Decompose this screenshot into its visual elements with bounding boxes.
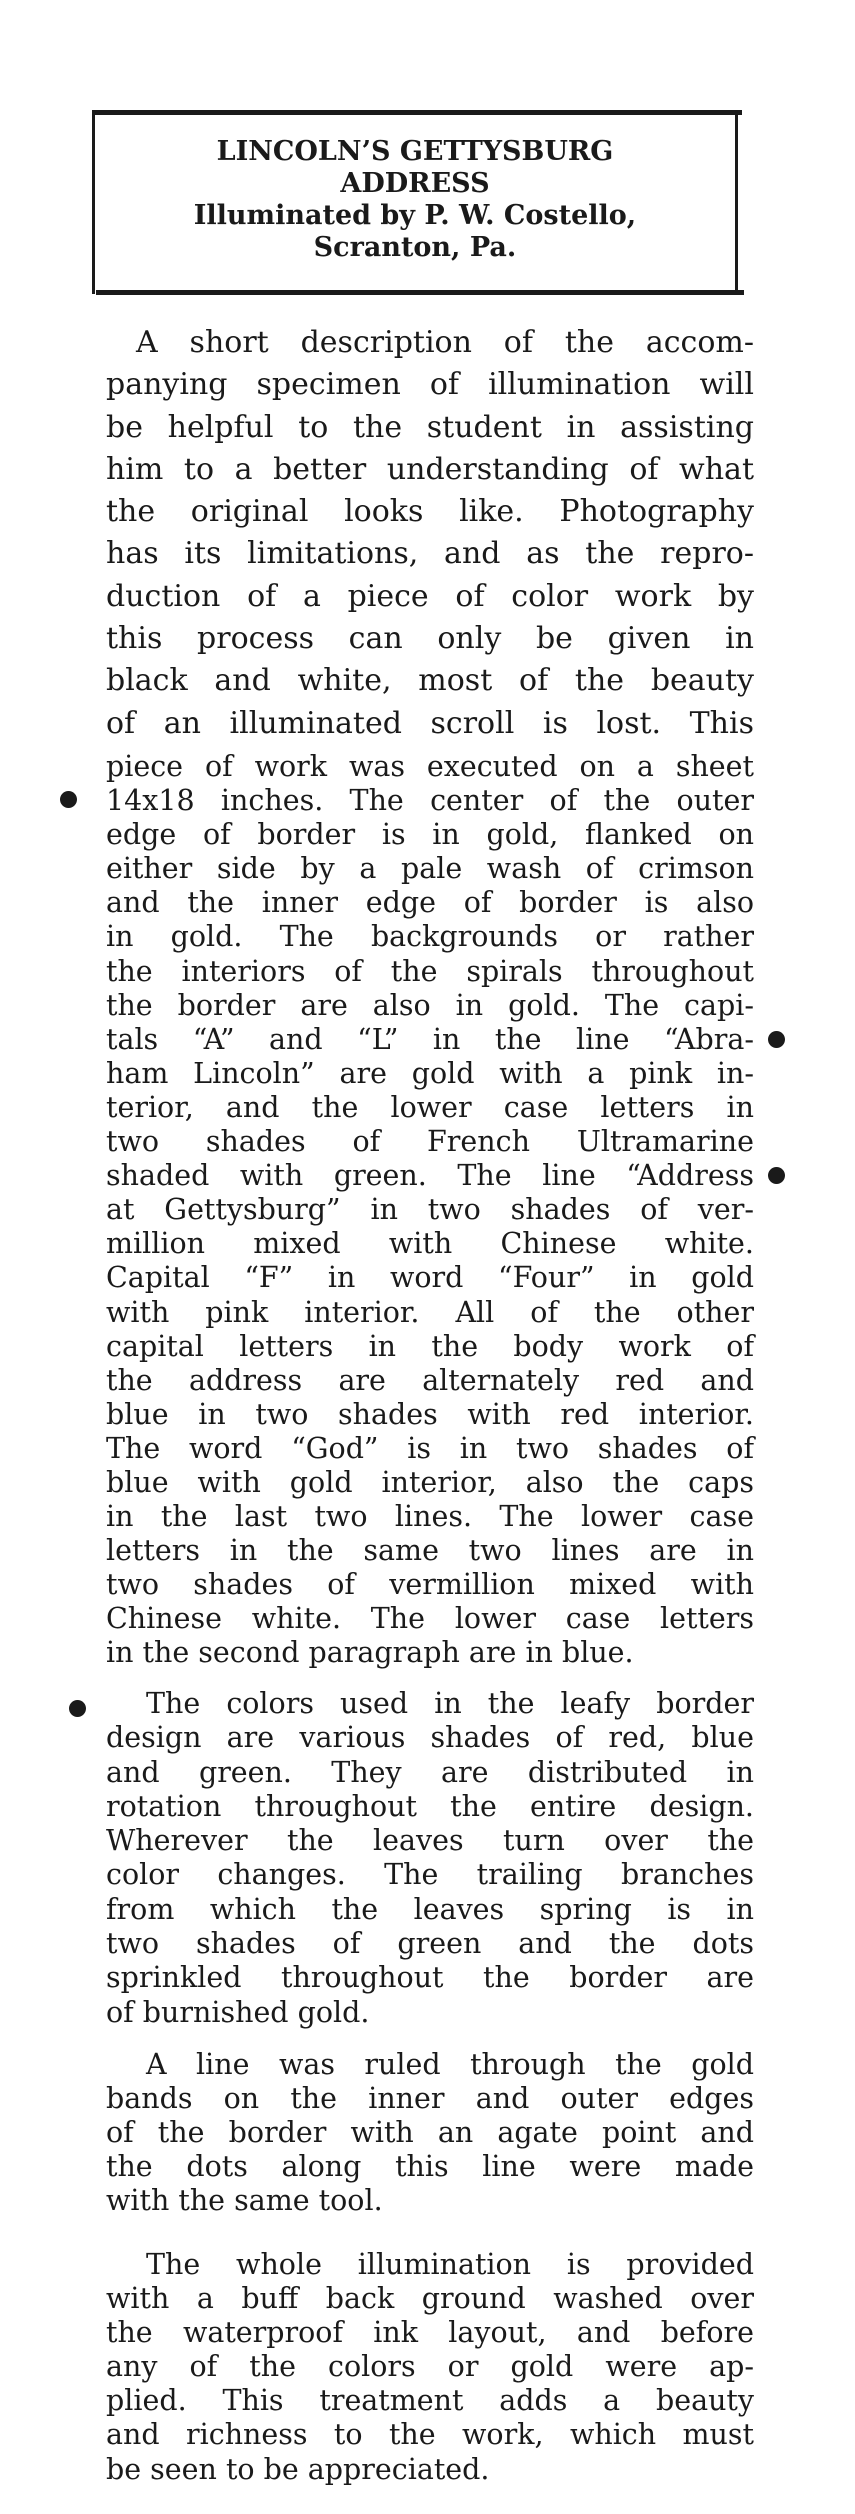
text-line: blue in two shades with red interior. — [106, 1397, 754, 1431]
text-line: and the inner edge of border is also — [106, 886, 754, 920]
text-line: the border are also in gold. The capi- — [106, 988, 754, 1022]
text-line: from which the leaves spring is in — [106, 1892, 754, 1926]
paragraph-1 — [106, 322, 754, 745]
text-line: in the last two lines. The lower case — [106, 1500, 754, 1534]
text-line: in gold. The backgrounds or rather — [106, 920, 754, 954]
text-line: million mixed with Chinese white. — [106, 1227, 754, 1261]
text-line: capital letters in the body work of — [106, 1329, 754, 1363]
text-line: two shades of green and the dots — [106, 1927, 754, 1961]
text-line: panying specimen of illumination will — [106, 367, 754, 403]
text-line: The whole illumination is provided — [146, 2248, 754, 2281]
margin-bullet-icon — [768, 1031, 785, 1048]
article-title — [92, 136, 738, 264]
text-line: and richness to the work, which must — [106, 2418, 754, 2452]
text-line: of burnished gold. — [106, 1995, 370, 2029]
title-line-3: Illuminated by P. W. Costello, — [193, 200, 637, 231]
text-line: with pink interior. All of the other — [106, 1295, 754, 1329]
text-line: black and white, most of the beauty — [106, 663, 754, 699]
margin-bullet-icon — [60, 791, 77, 808]
text-line: the address are alternately red and — [106, 1363, 754, 1397]
text-line: color changes. The trailing branches — [106, 1858, 754, 1892]
paragraph-5 — [106, 2248, 754, 2487]
text-line: edge of border is in gold, flanked on — [106, 818, 754, 852]
text-line: A short description of the accom- — [136, 325, 754, 360]
text-line: A line was ruled through the gold — [146, 2048, 754, 2081]
title-line-1: LINCOLN’S GETTYSBURG — [216, 136, 614, 167]
text-line: sprinkled throughout the border are — [106, 1961, 754, 1995]
text-line: any of the colors or gold were ap- — [106, 2350, 754, 2384]
text-line: either side by a pale wash of crimson — [106, 852, 754, 886]
text-line: piece of work was executed on a sheet — [106, 750, 754, 783]
text-line: ham Lincoln” are gold with a pink in- — [106, 1056, 754, 1090]
text-line: rotation throughout the entire design. — [106, 1789, 754, 1823]
text-line: the original looks like. Photography — [106, 494, 754, 530]
text-line: two shades of vermillion mixed with — [106, 1568, 754, 1602]
margin-bullet-icon — [69, 1700, 86, 1717]
text-line: blue with gold interior, also the caps — [106, 1465, 754, 1499]
title-bottom-rule — [96, 290, 744, 295]
text-line: 14x18 inches. The center of the outer — [106, 784, 754, 818]
text-line: this process can only be given in — [106, 621, 754, 657]
title-line-2: ADDRESS — [340, 168, 490, 199]
text-line: The colors used in the leafy border — [146, 1687, 754, 1720]
text-line: the interiors of the spirals throughout — [106, 954, 754, 988]
text-line: bands on the inner and outer edges — [106, 2082, 754, 2116]
text-line: plied. This treatment adds a beauty — [106, 2384, 754, 2418]
text-line: two shades of French Ultramarine — [106, 1125, 754, 1159]
text-line: terior, and the lower case letters in — [106, 1090, 754, 1124]
text-line: duction of a piece of color work by — [106, 578, 754, 614]
text-line: at Gettysburg” in two shades of ver- — [106, 1193, 754, 1227]
text-line: Chinese white. The lower case letters — [106, 1602, 754, 1636]
text-line: tals “A” and “L” in the line “Abra- — [106, 1022, 754, 1056]
text-line: has its limitations, and as the repro- — [106, 536, 754, 572]
text-line: of the border with an agate point and — [106, 2116, 754, 2150]
paragraph-3 — [106, 1687, 754, 2030]
text-line: with a buff back ground washed over — [106, 2282, 754, 2316]
text-line: Wherever the leaves turn over the — [106, 1824, 754, 1858]
text-line: Capital “F” in word “Four” in gold — [106, 1261, 754, 1295]
text-line: design are various shades of red, blue — [106, 1721, 754, 1755]
text-line: The word “God” is in two shades of — [106, 1431, 754, 1465]
text-line: letters in the same two lines are in — [106, 1534, 754, 1568]
margin-bullet-icon — [768, 1167, 785, 1184]
paragraph-4 — [106, 2048, 754, 2218]
text-line: be seen to be appreciated. — [106, 2452, 490, 2486]
text-line: the dots along this line were made — [106, 2150, 754, 2184]
text-line: shaded with green. The line “Address — [106, 1159, 754, 1193]
text-line: of an illuminated scroll is lost. This — [106, 705, 754, 741]
text-line: in the second paragraph are in blue. — [106, 1636, 634, 1670]
text-line: the waterproof ink layout, and before — [106, 2316, 754, 2350]
text-line: and green. They are distributed in — [106, 1755, 754, 1789]
text-line: with the same tool. — [106, 2184, 383, 2218]
text-line: be helpful to the student in assisting — [106, 409, 754, 445]
paragraph-2 — [106, 750, 754, 1671]
title-line-4: Scranton, Pa. — [313, 232, 517, 263]
text-line: him to a better understanding of what — [106, 451, 754, 487]
